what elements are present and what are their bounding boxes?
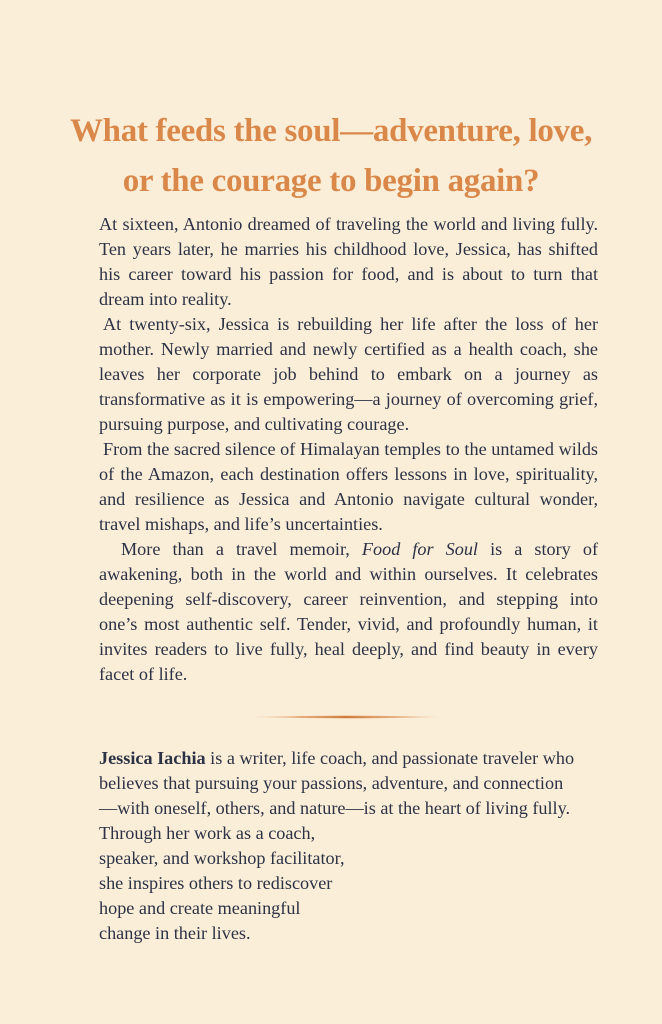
blurb-paragraph-3: From the sacred silence of Himalayan temples to the untamed wilds of the Amazon, each destination offers lessons in love, spirituality, and resilience as Jessica and Antonio navigate cultural wonder, travel mishaps, and life’s uncertainties.: [99, 439, 598, 534]
bio-line-3: —with oneself, others, and nature—is at the heart of living fully.: [99, 798, 571, 818]
bio-line-2: believes that pursuing your passions, adventure, and connection: [99, 773, 564, 793]
blurb-paragraph-4-intro: More than a travel memoir,: [121, 539, 362, 559]
bio-line-1-rest: is a writer, life coach, and passionate traveler who: [205, 748, 575, 768]
blurb-paragraph-2: At twenty-six, Jessica is rebuilding her life after the loss of her mother. Newly married and newly certified as a health coach, she leaves her corporate job behind to embark on a journey as transformative as it is empowering—a journey of overcoming grief, pursuing purpose, and cultivating courage.: [99, 314, 598, 434]
author-bio: [99, 746, 609, 946]
decorative-divider: [250, 715, 442, 719]
bio-line-5: speaker, and workshop facilitator,: [99, 848, 345, 868]
headline-line-2: or the courage to begin again?: [122, 163, 540, 200]
bio-line-6: she inspires others to rediscover: [99, 873, 333, 893]
bio-line-7: hope and create meaningful: [99, 898, 301, 918]
blurb-paragraph-4: [99, 537, 598, 687]
headline-line-1: What feeds the soul—adventure, love,: [69, 113, 593, 150]
book-title: Food for Soul: [361, 539, 478, 559]
bio-line-8: change in their lives.: [99, 923, 251, 943]
bio-line-1: [99, 746, 609, 771]
bio-line-4: Through her work as a coach,: [99, 823, 316, 843]
blurb-paragraph-1: At sixteen, Antonio dreamed of traveling the world and living fully. Ten years later, he marries his childhood love, Jessica, has shifted his career toward his passion for food, and is about to turn that dream into reality.: [99, 214, 598, 309]
blurb-paragraph-4-rest: is a story of awakening, both in the world and within ourselves. It celebrates deepening self-discovery, career reinvention, and stepping into one’s most authentic self. Tender, vivid, and profoundly human, it invites readers to live fully, heal deeply, and find beauty in every facet of life.: [99, 539, 598, 684]
book-blurb: [99, 212, 598, 687]
headline: [40, 106, 622, 206]
author-name: Jessica Iachia: [99, 748, 206, 768]
